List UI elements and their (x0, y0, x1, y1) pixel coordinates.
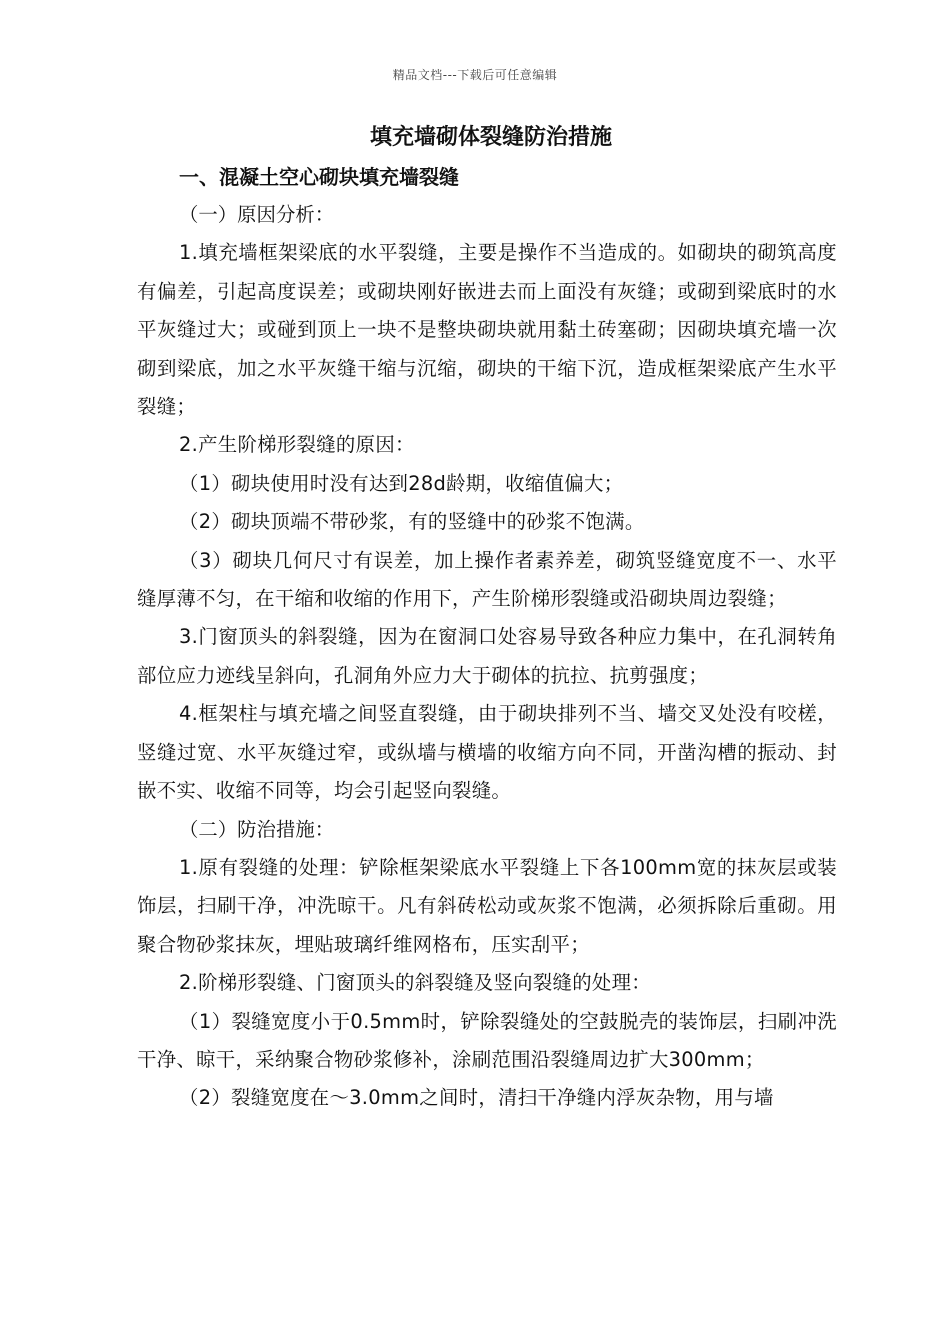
paragraph: （1）砌块使用时没有达到28d龄期，收缩值偏大； (179, 471, 624, 495)
document-body (137, 118, 837, 1118)
subsection-heading-causes: （一）原因分析： (179, 203, 335, 226)
document-title: 填充墙砌体裂缝防治措施 (369, 125, 612, 150)
paragraph: （2）裂缝宽度在～3.0mm之间时，清扫干净缝内浮灰杂物，用与墙 (179, 1086, 774, 1110)
paragraph: 2.阶梯形裂缝、门窗顶头的斜裂缝及竖向裂缝的处理： (179, 971, 651, 995)
paragraph: 1.填充墙框架梁底的水平裂缝，主要是操作不当造成的。如砌块的砌筑高度有偏差，引起高度误差；或砌块刚好嵌进去而上面没有灰缝；或砌到梁底时的水平灰缝过大；或碰到顶上一块不是整块砌块就用黏土砖塞砌；因砌块填充墙一次砌到梁底，加之水平灰缝干缩与沉缩，砌块的干缩下沉，造成框架梁底产生水平裂缝； (137, 241, 837, 419)
subsection-heading-measures: （二）防治措施： (179, 817, 335, 841)
paragraph: 1.原有裂缝的处理：铲除框架梁底水平裂缝上下各100mm宽的抹灰层或装饰层，扫刷干净，冲洗晾干。凡有斜砖松动或灰浆不饱满，必须拆除后重砌。用聚合物砂浆抹灰，埋贴玻璃纤维网格布，压实刮平； (137, 855, 837, 956)
page-header-watermark: 精品文档---下载后可任意编辑 (392, 68, 558, 82)
paragraph: （3）砌块几何尺寸有误差，加上操作者素养差，砌筑竖缝宽度不一、水平缝厚薄不匀，在干缩和收缩的作用下，产生阶梯形裂缝或沿砌块周边裂缝； (137, 548, 837, 611)
paragraph: （1）裂缝宽度小于0.5mm时，铲除裂缝处的空鼓脱壳的装饰层，扫刷冲洗干净、晾干，采纳聚合物砂浆修补，涂刷范围沿裂缝周边扩大300mm； (137, 1009, 837, 1071)
paragraph: 4.框架柱与填充墙之间竖直裂缝，由于砌块排列不当、墙交叉处没有咬槎，竖缝过宽、水平灰缝过窄，或纵墙与横墙的收缩方向不同，开凿沟槽的振动、封嵌不实、收缩不同等，均会引起竖向裂缝。 (137, 702, 837, 803)
paragraph: 2.产生阶梯形裂缝的原因： (179, 433, 415, 457)
paragraph: 3.门窗顶头的斜裂缝，因为在窗洞口处容易导致各种应力集中，在孔洞转角部位应力迹线呈斜向，孔洞角外应力大于砌体的抗拉、抗剪强度； (137, 625, 837, 687)
paragraph: （2）砌块顶端不带砂浆，有的竖缝中的砂浆不饱满。 (179, 510, 645, 534)
section-heading: 一、混凝土空心砌块填充墙裂缝 (179, 165, 459, 189)
